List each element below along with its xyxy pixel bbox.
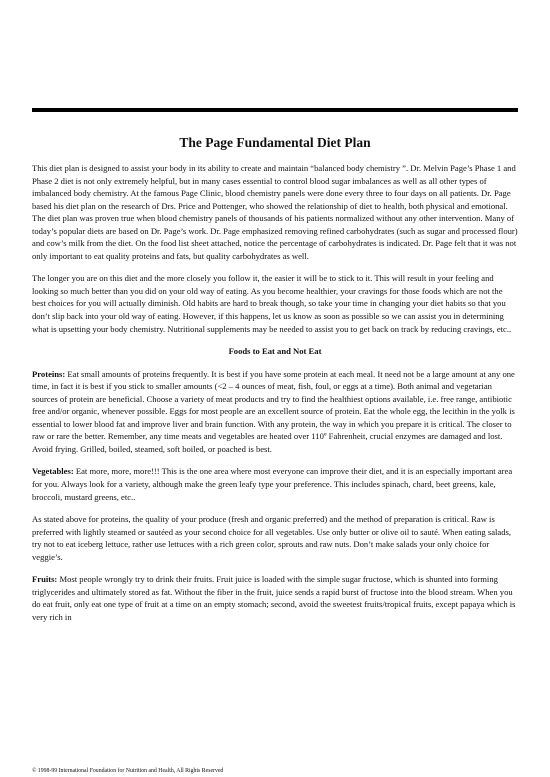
produce-paragraph: As stated above for proteins, the quality of your produce (fresh and organic preferred) and the method of preparation is critical. Raw is preferred with lightly steamed or sautéed as your second choice for all vegetables. Use only butter or olive oil to sauté. When eating salads, try not to eat iceberg lettuce, rather use lettuces with a rich green color, sprouts and raw nuts. Don’t make salads your only choice for veggie’s. xyxy=(32,514,512,562)
page-title: The Page Fundamental Diet Plan xyxy=(179,135,371,150)
intro-paragraph-2: The longer you are on this diet and the more closely you follow it, the easier it will be to stick to it. This will result in your feeling and looking so much better than you did on your old way of eating. As you become healthier, your cravings for those foods which are not the best choices for you will actually diminish. Old habits are hard to break though, so take your time in changing your diet habits so that you don’t slip back into your old way of eating. However, if this happens, let us know as soon as possible so we can assist you in determining what is upsetting your body chemistry. Nutritional supplements may be needed to assist you to get back on track by reducing cravings, etc.. xyxy=(32,273,512,334)
vegetables-lead: Vegetables: xyxy=(32,466,74,477)
section-heading: Foods to Eat and Not Eat xyxy=(228,346,322,357)
proteins-paragraph xyxy=(32,368,518,456)
intro-paragraph-1: This diet plan is designed to assist your body in its ability to create and maintain “balanced body chemistry ”. Dr. Melvin Page’s Phase 1 and Phase 2 diet is not only extremely helpful, but in many cases essential to control blood sugar imbalances as well as all other types of imbalanced body chemistry. At the famous Page Clinic, blood chemistry panels were done every three to four days on all patients. Dr. Page based his diet plan on the research of Drs. Price and Pottenger, who showed the relationship of diet to health, both physical and emotional. The diet plan was proven true when blood chemistry panels of thousands of his patients normalized without any other intervention. Many of today’s popular diets are based on Dr. Page’s work. Dr. Page emphasized removing refined carbohydrates (such as sugar and processed flour) and cow’s milk from the diet. On the food list sheet attached, notice the percentage of carbohydrates is indicated. Dr. Page felt that it was not only important to eat quality proteins and fats, but quality carbohydrates as well. xyxy=(32,163,518,261)
fruits-lead: Fruits: xyxy=(32,574,58,585)
top-rule xyxy=(32,108,518,112)
proteins-lead: Proteins: xyxy=(32,368,66,379)
fruits-text: Most people wrongly try to drink their fruits. Fruit juice is loaded with the simple sugar fructose, which is shunted into forming triglycerides and ultimately stored as fat. Without the fiber in the fruit, juice sends a rapid burst of fructose into the blood stream. When you do eat fruit, only eat one type of fruit at a time on an empty stomach; second, avoid the sweetest fruits/tropical fruits, except papaya which is very rich in xyxy=(32,574,516,622)
fruits-paragraph xyxy=(32,573,518,623)
proteins-text: Eat small amounts of proteins frequently. It is best if you have some protein at each meal. It need not be a large amount at any one time, in fact it is best if you stick to smaller amounts (<2 – 4 ounces of meat, fish, foul, or eggs at a time). Both animal and vegetarian sources of protein are beneficial. Choose a variety of meat products and try to find the healthiest options available, i.e. free range, antibiotic free and/or organic, whenever possible. Eggs for most people are an excellent source of protein. Eat the whole egg, the lecithin in the yolk is essential to lower blood fat and improve liver and brain function. With any protein, the way in which you prepare it is critical. The closer to raw or rare the better. Remember, any time meats and vegetables are heated over 110º Fahrenheit, crucial enzymes are damaged and lost. Avoid frying. Grilled, boiled, steamed, soft boiled, or poached is best. xyxy=(32,368,515,454)
copyright-footer: © 1998-99 International Foundation for Nutrition and Health, All Rights Reserved xyxy=(32,768,224,774)
vegetables-text: Eat more, more, more!!! This is the one area where most everyone can improve their diet, and it is an especially important area for you. Always look for a variety, although make the green leafy type your preference. This includes spinach, chard, beet greens, kale, broccoli, mustard greens, etc.. xyxy=(32,466,513,502)
document-body xyxy=(32,162,518,634)
vegetables-paragraph xyxy=(32,465,518,503)
